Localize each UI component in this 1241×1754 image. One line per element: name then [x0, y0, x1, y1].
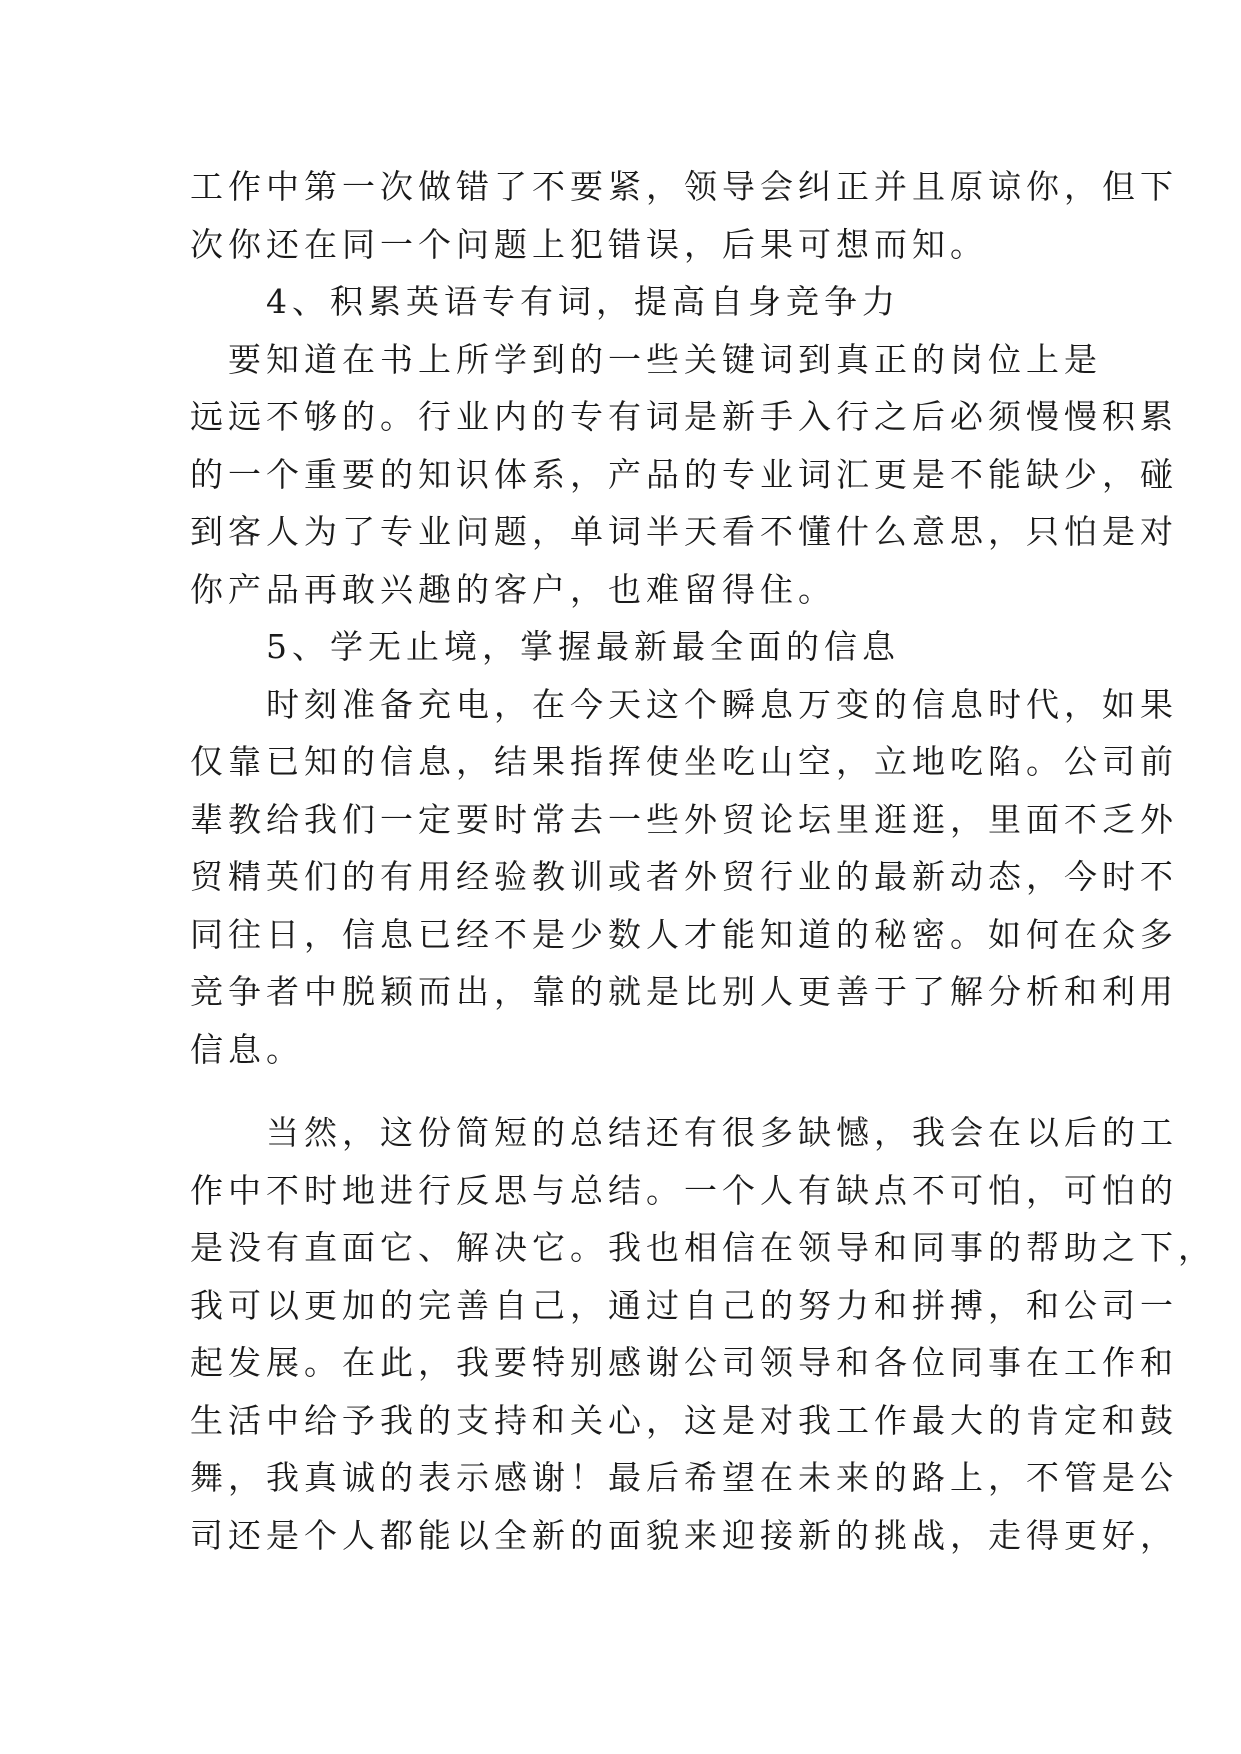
text-line: 起发展。在此，我要特别感谢公司领导和各位同事在工作和 [190, 1343, 1178, 1382]
section-heading: 4、积累英语专有词，提高自身竞争力 [190, 282, 900, 321]
text-line: 你产品再敢兴趣的客户，也难留得住。 [190, 569, 836, 609]
document-body [190, 158, 1216, 1564]
paragraph-gap [190, 1078, 1050, 1104]
section-heading: 5、学无止境，掌握最新最全面的信息 [190, 627, 900, 666]
text-line: 工作中第一次做错了不要紧，领导会纠正并且原谅你，但下 [190, 167, 1178, 206]
text-line: 远远不够的。行业内的专有词是新手入行之后必须慢慢积累 [190, 397, 1178, 436]
text-line: 是没有直面它、解决它。我也相信在领导和同事的帮助之下， [190, 1228, 1216, 1267]
text-line: 同往日，信息已经不是少数人才能知道的秘密。如何在众多 [190, 914, 1178, 954]
text-line: 到客人为了专业问题，单词半天看不懂什么意思，只怕是对 [190, 512, 1178, 551]
text-line: 我可以更加的完善自己，通过自己的努力和拼搏，和公司一 [190, 1285, 1178, 1325]
text-line: 生活中给予我的支持和关心，这是对我工作最大的肯定和鼓 [190, 1400, 1178, 1440]
text-line: 司还是个人都能以全新的面貌来迎接新的挑战，走得更好， [190, 1515, 1178, 1555]
text-line: 竞争者中脱颖而出，靠的就是比别人更善于了解分析和利用 [190, 972, 1178, 1011]
text-line: 的一个重要的知识体系，产品的专业词汇更是不能缺少，碰 [190, 454, 1178, 494]
text-line: 时刻准备充电，在今天这个瞬息万变的信息时代，如果 [190, 684, 1178, 724]
text-line: 贸精英们的有用经验教训或者外贸行业的最新动态，今时不 [190, 857, 1178, 896]
text-line: 舞，我真诚的表示感谢！最后希望在未来的路上，不管是公 [190, 1458, 1178, 1497]
text-line: 仅靠已知的信息，结果指挥使坐吃山空，立地吃陷。公司前 [190, 742, 1178, 781]
text-line: 要知道在书上所学到的一些关键词到真正的岗位上是 [190, 339, 1102, 379]
text-line: 当然，这份简短的总结还有很多缺憾，我会在以后的工 [190, 1113, 1178, 1152]
text-line: 信息。 [190, 1029, 304, 1069]
text-line: 次你还在同一个问题上犯错误，后果可想而知。 [190, 224, 988, 264]
text-line: 辈教给我们一定要时常去一些外贸论坛里逛逛，里面不乏外 [190, 799, 1178, 839]
text-line: 作中不时地进行反思与总结。一个人有缺点不可怕，可怕的 [190, 1170, 1178, 1210]
